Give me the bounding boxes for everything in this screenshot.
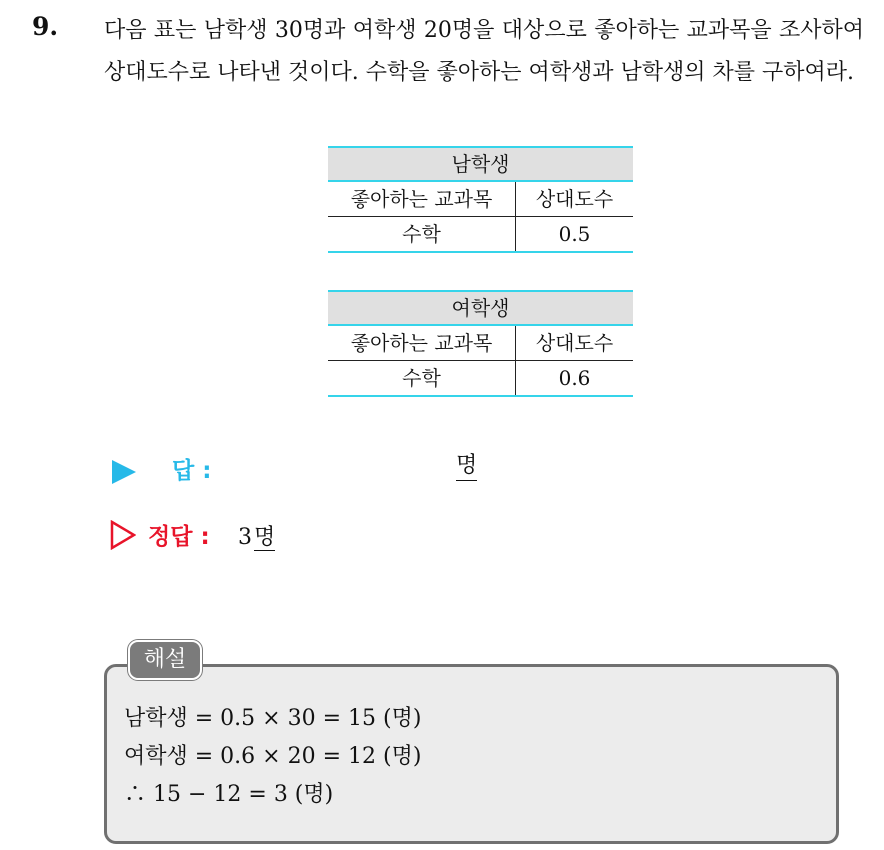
- answer-unit: 명: [456, 452, 477, 481]
- correct-answer-label: 정답 :: [148, 524, 210, 550]
- table-male: [328, 146, 633, 253]
- header-subject: 좋아하는 교과목: [328, 326, 516, 360]
- correct-answer-value-group: [238, 520, 275, 551]
- table-header-row: [328, 182, 633, 217]
- explanation-line: 여학생 = 0.6 × 20 = 12 (명): [124, 744, 422, 769]
- outline-triangle-icon: [110, 520, 136, 550]
- cell-relative-frequency: 0.6: [558, 366, 591, 390]
- cell-relative-frequency: 0.5: [558, 222, 591, 246]
- table-title: 여학생: [328, 292, 633, 326]
- answer-label: 답 :: [172, 458, 212, 484]
- correct-answer-unit: 명: [254, 525, 276, 550]
- header-subject: 좋아하는 교과목: [328, 182, 516, 216]
- explanation-line: 남학생 = 0.5 × 30 = 15 (명): [124, 706, 422, 731]
- correct-answer-line: [110, 518, 510, 558]
- table-header-row: [328, 326, 633, 361]
- explanation-line: ∴ 15 − 12 = 3 (명): [124, 782, 334, 807]
- table-female: [328, 290, 633, 397]
- correct-answer-value: 3: [238, 525, 252, 550]
- explanation-lines: [124, 700, 421, 814]
- explanation-tag: 해설: [128, 640, 202, 680]
- question-number: 9.: [32, 12, 59, 41]
- filled-triangle-icon: [112, 460, 136, 484]
- answer-line: [110, 452, 510, 492]
- table-row: [328, 217, 633, 251]
- question-text: 다음 표는 남학생 30명과 여학생 20명을 대상으로 좋아하는 교과목을 조사하여 상대도수로 나타낸 것이다. 수학을 좋아하는 여학생과 남학생의 차를 구하여라.: [104, 18, 864, 85]
- cell-subject: 수학: [328, 217, 516, 251]
- cell-subject: 수학: [328, 361, 516, 395]
- table-title: 남학생: [328, 148, 633, 182]
- table-row: [328, 361, 633, 395]
- header-relative-frequency: 상대도수: [535, 187, 614, 211]
- header-relative-frequency: 상대도수: [535, 331, 614, 355]
